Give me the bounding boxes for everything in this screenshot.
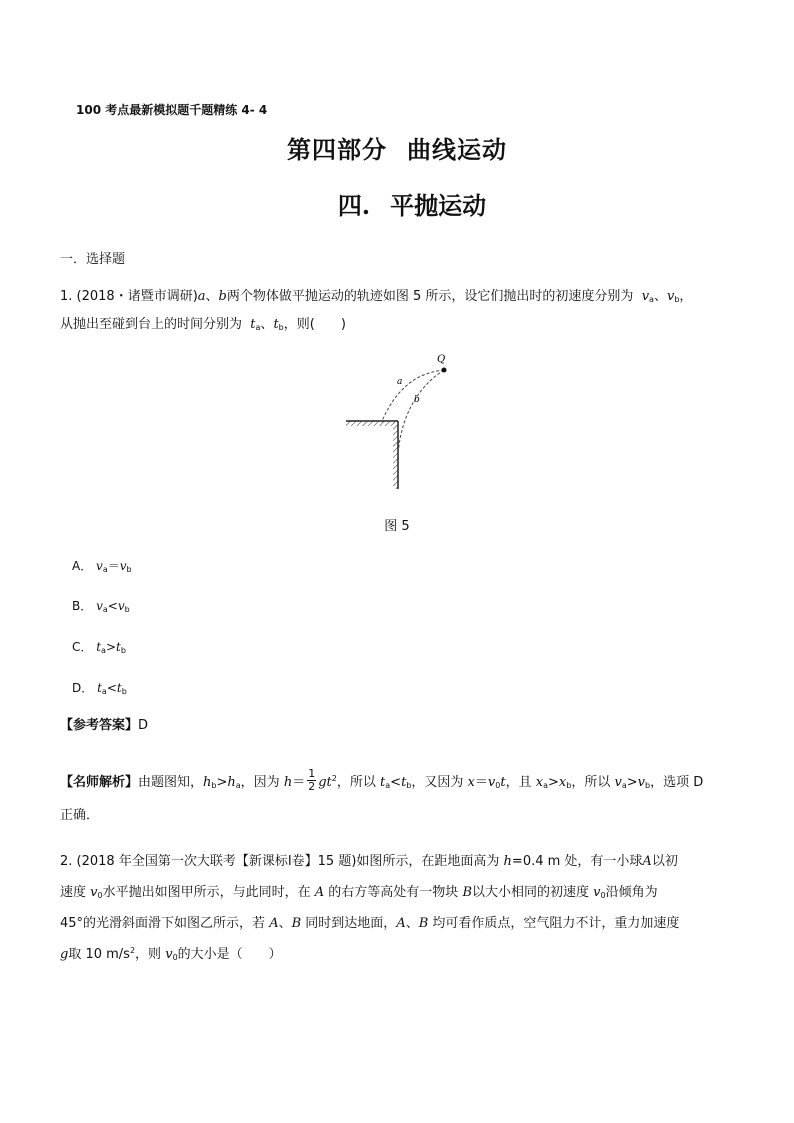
trajectory-b <box>398 370 444 454</box>
header-note: 100 考点最新模拟题千题精练 4- 4 <box>76 103 268 117</box>
chapter-number: 四. <box>337 191 371 220</box>
q2-line1: 2. (2018 年全国第一次大联考【新课标Ⅰ卷】15 题)如图所示，在距地面高为 h=0.4 m 处，有一小球A以初 <box>60 854 678 869</box>
option-d: D． $t_a<t_b$ <box>72 681 127 696</box>
label-q: Q <box>437 354 446 365</box>
label-b: b <box>414 395 420 405</box>
analysis-line1: 【名师解析】由题图知，$h_b>h_a$，因为 h＝ $\frac{1}{2}$ $gt^2$，所以 $t_a<t_b$，又因为 $x=v_0t$，且 $x_a>x_b$，所以 $v_a>v_b$，选项 D <box>60 767 704 794</box>
q1-line2: 从抛出至碰到台上的时间分别为 $t_a$、$t_b$，则( ) <box>60 317 346 332</box>
trajectory-a <box>382 370 444 421</box>
option-c: C． $t_a>t_b$ <box>72 640 126 655</box>
q2-line3: 45°的光滑斜面滑下如图乙所示，若 A、B 同时到达地面，A、B 均可看作质点，空气阻力不计，重力加速度 <box>60 916 680 931</box>
section-heading: 一．选择题 <box>60 252 126 267</box>
label-a: a <box>397 377 403 387</box>
chapter-title <box>0 186 794 221</box>
answer-line <box>60 719 148 732</box>
topic-label: 曲线运动 <box>407 135 507 164</box>
part-title <box>0 130 794 165</box>
q2-line4: g取 10 $m/s^2$，则 $v_0$的大小是（ ） <box>60 946 282 962</box>
figure-5 <box>340 352 460 497</box>
chapter-name: 平抛运动 <box>390 191 487 220</box>
launch-point <box>442 368 447 373</box>
q1-line1: 1. (2018・诸暨市调研)a、b两个物体做平抛运动的轨迹如图 5 所示，设它们抛出时的初速度分别为 $v_a$、$v_b$， <box>60 289 693 304</box>
q2-line2: 速度 $v_0$水平抛出如图甲所示，与此同时，在 A 的右方等高处有一物块 B以大小相同的初速度 $v_0$沿倾角为 <box>60 885 658 900</box>
answer-value: D <box>138 718 149 733</box>
option-a: A． $v_a=v_b$ <box>72 559 132 574</box>
answer-label: 【参考答案】 <box>60 718 139 733</box>
part-label: 第四部分 <box>287 135 387 164</box>
option-b: B． $v_a<v_b$ <box>72 599 130 614</box>
figure-caption: 图 5 <box>384 519 410 534</box>
analysis-line2: 正确． <box>60 808 100 823</box>
